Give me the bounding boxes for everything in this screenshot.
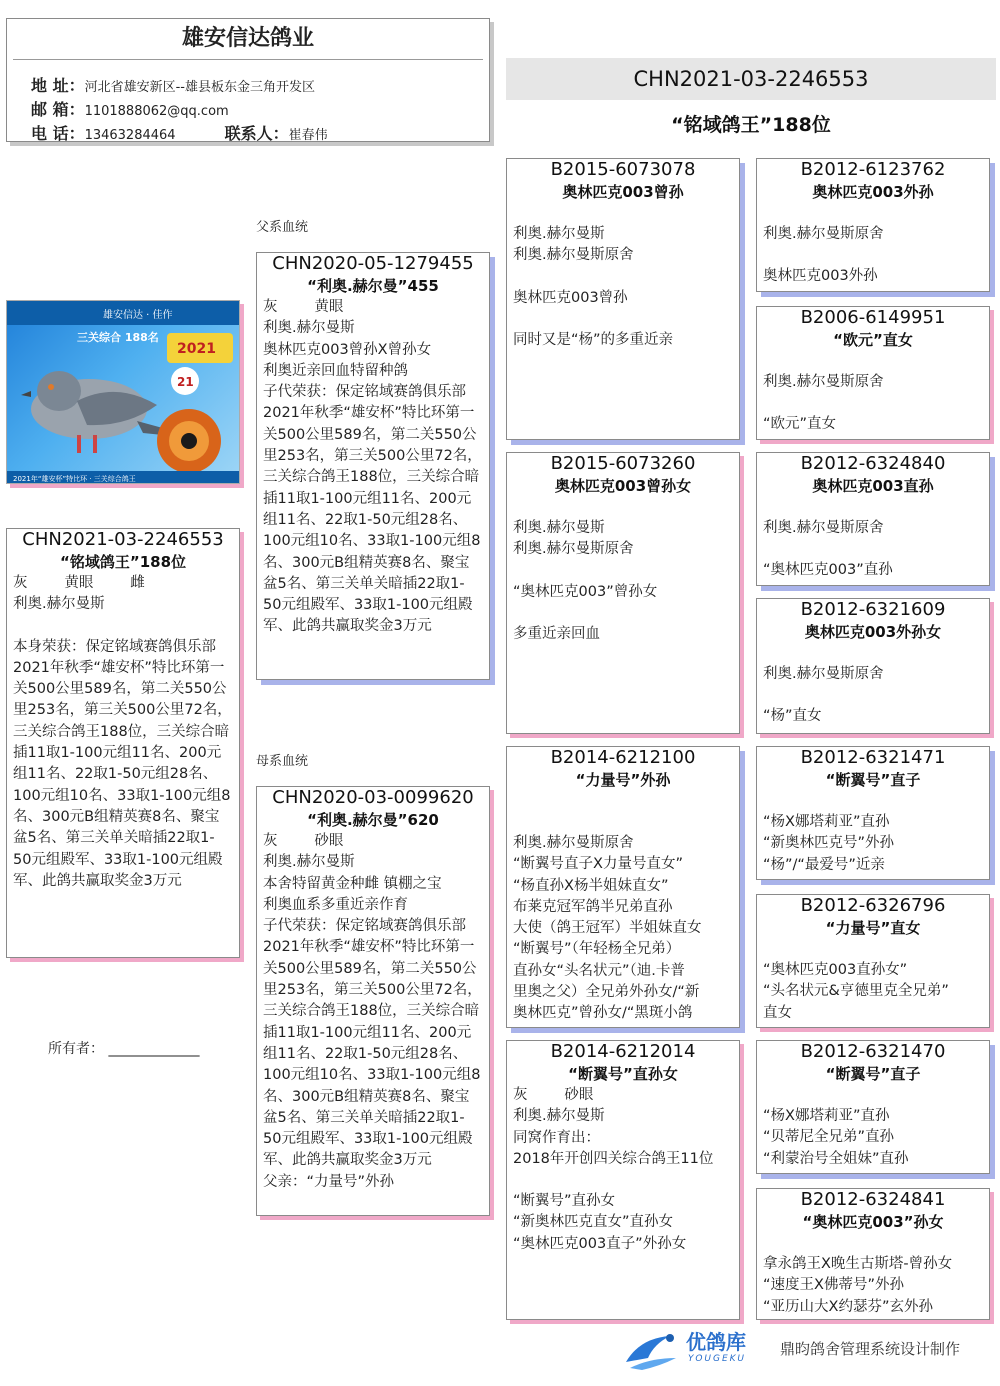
address-label: 地 址： [31,76,85,95]
ggp-5-line-1: “杨X娜塔莉亚”直孙 [763,814,890,830]
ggp-5-line-2: “新奥林匹克号”外孙 [763,835,895,852]
ggp-card-8 [756,1188,990,1320]
dam-color-eye: 灰 砂眼 [263,833,344,849]
ggp-2-line-1: 利奥.赫尔曼斯原舍 [763,374,884,390]
header-divider [13,59,483,60]
owner-line: _____________ [108,1041,200,1057]
loft-name: 雄安信达鸽业 [181,26,314,51]
address-value: 河北省雄安新区--雄县板东金三角开发区 [84,80,315,95]
ggp-card-1 [756,158,990,292]
ggp-4-name: 奥林匹克003外孙女 [804,623,942,641]
ggp-8-ring: B2012-6324841 [800,1189,946,1210]
ggp-4-ring: B2012-6321609 [800,599,946,620]
ggp-3-line-2: “奥林匹克003”直孙 [763,562,893,579]
ggp-6-name: “力量号”直女 [825,919,921,937]
top-pigeon-title: “铭域鸽王”188位 [671,114,831,136]
ggp-5-name: “断翼号”直子 [825,771,921,789]
ggp-7-line-1: “杨X娜塔莉亚”直孙 [763,1108,890,1124]
gd-maternal-line-4: 2018年开创四关综合鸽王11位 [513,1150,714,1167]
dam-card [256,786,490,1216]
father-line-label: 父系血统 [256,220,309,235]
ggp-1-line-1: 利奥.赫尔曼斯原舍 [763,226,884,242]
gd-paternal-line-1: 利奥.赫尔曼斯 [513,520,605,536]
yougeku-logo-icon [620,1328,684,1374]
gs-maternal-line-4: 布莱克冠军鸽半兄弟直孙 [513,898,673,915]
ggp-2-line-2: “欧元”直女 [763,416,837,433]
ggp-7-ring: B2012-6321470 [800,1041,946,1062]
sire-card [256,252,490,680]
subject-name: “铭域鸽王”188位 [59,553,187,571]
pigeon-photo [6,300,240,484]
subject-color-eye: 灰 黄眼 雌 [13,575,145,591]
ggp-card-6 [756,894,990,1028]
ggp-7-name: “断翼号”直子 [825,1065,921,1083]
contact-value: 崔春伟 [288,128,328,142]
pigeon-photo-art [7,301,240,484]
subject-honors: 本身荣获：保定铭域赛鸽俱乐部2021年秋季“雄安杯”特比环第一关500公里589名，第二关550公里253名，第三关500公里72名，三关综合鸽王188位，三关综合暗插11取1-100元组11名、200元组11名、22取1-50元组28名、100元组10名、33取1-100元组8名、300元B组精英赛8名、聚宝盆5名、第三关单关暗插22取1-50元组殿军、33取1-100元组殿军、此鸽共赢取奖金3万元 [13,638,232,889]
ggp-3-name: 奥林匹克003直孙 [812,477,934,495]
gs-maternal-line-7: 直孙女“头名状元”（迪.卡普 [513,962,685,979]
gs-maternal-line-5: 大使（鸽王冠军）半姐妹直女 [513,920,702,937]
gd-maternal-ring: B2014-6212014 [550,1041,696,1062]
photo-banner-text-2: 三关综合 188名 [77,331,159,344]
logo-english: YOUGEKU [688,1354,747,1364]
ggp-card-3 [756,452,990,586]
sire-offspring-honors: 子代荣获：保定铭域赛鸽俱乐部2021年秋季“雄安杯”特比环第一关500公里589名，第二关550公里253名，第三关500公里72名，三关综合鸽王188位，三关综合暗插11取1-100元组11名、200元组11名、22取1-50元组28名、100元组10名、33取1-100元组8名、300元B组精英赛8名、聚宝盆5名、第三关单关暗插22取1-50元组殿军、33取1-100元组殿军、此鸽共赢取奖金3万元 [263,384,482,635]
dam-strain: 利奥.赫尔曼斯 [263,854,355,871]
sire-name: “利奥.赫尔曼”455 [307,277,439,295]
granddam-maternal-card [506,1040,740,1320]
gs-paternal-ring: B2015-6073078 [550,159,696,180]
sire-note-2: 利奥近亲回血特留种鸽 [263,362,408,379]
gd-paternal-ring: B2015-6073260 [550,453,696,474]
gd-paternal-line-2: 利奥.赫尔曼斯原舍 [513,541,634,558]
gs-maternal-line-8: 里奥之父）全兄弟外孙女/“新 [513,984,700,1001]
footer-branding [620,1326,990,1376]
sire-note-1: 奥林匹克003曾孙X曾孙女 [263,341,432,358]
dam-note-1: 本舍特留黄金种雌 镇棚之宝 [263,875,442,892]
ggp-8-line-1: 拿永鸽王X晚生古斯塔-曾孙女 [763,1256,953,1272]
gd-maternal-line-1: 灰 砂眼 [513,1087,594,1103]
footer-credit: 鼎昀鸽舍管理系统设计制作 [780,1340,961,1358]
ggp-4-line-1: 利奥.赫尔曼斯原舍 [763,666,884,682]
sire-color-eye: 灰 黄眼 [263,299,344,315]
ggp-8-line-3: “亚历山大X约瑟芬”玄外孙 [763,1298,933,1315]
dam-name: “利奥.赫尔曼”620 [307,811,439,829]
ggp-4-line-2: “杨”直女 [763,708,822,725]
gd-maternal-line-3: 同窝作育出： [513,1129,600,1146]
ggp-2-ring: B2006-6149951 [800,307,946,328]
email-label: 邮 箱： [31,100,85,119]
gd-maternal-line-7: “奥林匹克003直子”外孙女 [513,1235,687,1252]
ggp-5-ring: B2012-6321471 [800,747,946,768]
ggp-5-line-3: “杨”/“最爱号”近亲 [763,856,885,873]
ggp-card-2 [756,306,990,440]
ggp-1-line-2: 奥林匹克003外孙 [763,268,878,285]
gs-paternal-line-3: 奥林匹克003曾孙 [513,289,628,306]
gs-maternal-line-6: “断翼号”（年轻杨全兄弟） [513,941,681,958]
photo-banner-text: 雄安信达 · 佳作 [103,310,173,321]
ggp-card-7 [756,1040,990,1174]
gs-maternal-line-2: “断翼号直子X力量号直女” [513,856,683,873]
granddam-paternal-card [506,452,740,734]
gd-paternal-line-3: “奥林匹克003”曾孙女 [513,583,658,600]
sire-strain: 利奥.赫尔曼斯 [263,320,355,337]
ggp-3-ring: B2012-6324840 [800,453,946,474]
subject-pigeon-card [6,528,240,958]
ggp-8-name: “奥林匹克003”孙女 [802,1213,944,1231]
phone-value[interactable]: 13463284464 [84,128,176,142]
gs-maternal-name: “力量号”外孙 [575,771,671,789]
photo-badge: 21 [177,375,194,389]
gs-maternal-line-1: 利奥.赫尔曼斯原舍 [513,835,634,851]
gs-maternal-line-9: 奥林匹克”曾孙女/“黑斑小鸽 [513,1005,693,1022]
photo-year: 2021 [177,341,216,357]
gd-maternal-line-2: 利奥.赫尔曼斯 [513,1108,605,1125]
gs-paternal-line-2: 利奥.赫尔曼斯原舍 [513,247,634,264]
gs-maternal-ring: B2014-6212100 [550,747,696,768]
grandsire-maternal-card [506,746,740,1028]
dam-note-2: 利奥血系多重近亲作育 [263,896,408,913]
phone-label: 电 话： [31,124,85,142]
gs-paternal-line-4: 同时又是“杨”的多重近亲 [513,331,674,348]
ggp-2-name: “欧元”直女 [833,331,913,349]
sire-ring: CHN2020-05-1279455 [272,253,474,274]
ggp-1-name: 奥林匹克003外孙 [812,183,934,201]
gs-paternal-line-1: 利奥.赫尔曼斯 [513,226,605,242]
ggp-6-line-1: “奥林匹克003直孙女” [763,962,908,978]
ggp-6-line-2: “头名状元&亨德里克全兄弟” [763,983,949,1000]
ggp-7-line-2: “贝蒂尼全兄弟”直孙 [763,1129,895,1146]
gs-maternal-line-3: “杨直孙X杨半姐妹直女” [513,877,669,894]
gs-paternal-name: 奥林匹克003曾孙 [562,183,684,201]
ggp-6-ring: B2012-6326796 [800,895,946,916]
subject-ring: CHN2021-03-2246553 [22,529,224,550]
dam-father-note: 父亲：“力量号”外孙 [263,1173,395,1190]
grandsire-paternal-card [506,158,740,440]
gd-maternal-line-6: “新奥林匹克直女”直孙女 [513,1214,674,1231]
ggp-3-line-1: 利奥.赫尔曼斯原舍 [763,520,884,536]
email-value[interactable]: 1101888062@qq.com [84,104,229,119]
ggp-card-5 [756,746,990,880]
owner-field[interactable] [48,1038,199,1058]
dam-ring: CHN2020-03-0099620 [272,787,474,808]
ggp-6-line-3: 直女 [763,1004,792,1021]
contact-card [6,18,490,142]
dam-offspring-honors: 子代荣获：保定铭域赛鸽俱乐部2021年秋季“雄安杯”特比环第一关500公里589名，第二关550公里253名，第三关500公里72名，三关综合鸽王188位，三关综合暗插11取1-100元组11名、200元组11名、22取1-50元组28名、100元组10名、33取1-100元组8名、300元B组精英赛8名、聚宝盆5名、第三关单关暗插22取1-50元组殿军、33取1-100元组殿军、此鸽共赢取奖金3万元 [263,918,482,1169]
ggp-8-line-2: “速度王X佛蒂号”外孙 [763,1277,904,1294]
gd-maternal-name: “断翼号”直孙女 [568,1065,678,1083]
top-ring-number: CHN2021-03-2246553 [633,67,869,91]
photo-footer-text: 2021年“雄安杯”特比环 · 三关综合鸽王 [13,475,136,483]
gd-paternal-line-4: 多重近亲回血 [513,625,600,642]
logo-chinese: 优鸽库 [686,1330,746,1354]
gd-maternal-line-5: “断翼号”直孙女 [513,1193,616,1210]
subject-strain: 利奥.赫尔曼斯 [13,596,105,613]
ggp-7-line-3: “利蒙治号全姐妹”直孙 [763,1150,909,1167]
ggp-card-4 [756,598,990,734]
top-ring-banner [506,58,996,100]
ggp-1-ring: B2012-6123762 [800,159,946,180]
mother-line-label: 母系血统 [256,754,309,769]
contact-label: 联系人： [224,124,289,142]
owner-label: 所有者： [48,1041,104,1057]
gd-paternal-name: 奥林匹克003曾孙女 [554,477,692,495]
